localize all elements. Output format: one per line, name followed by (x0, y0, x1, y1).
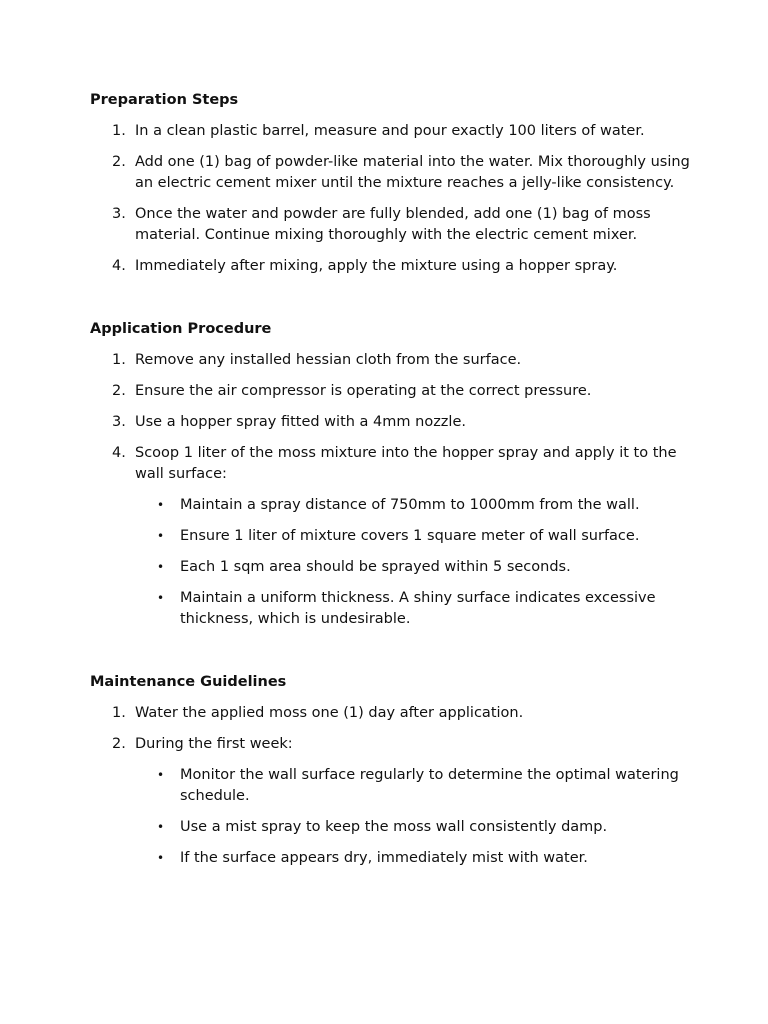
item-number: 3. (112, 414, 126, 430)
bullet-list (135, 495, 690, 630)
numbered-list (90, 350, 690, 630)
item-text: In a clean plastic barrel, measure and pour exactly 100 liters of water. (135, 123, 645, 139)
section-maintenance-guidelines (90, 672, 690, 869)
item-number: 4. (112, 445, 126, 461)
bullet-item (135, 765, 690, 807)
item-text: During the first week: (135, 736, 293, 752)
bullet-icon: • (157, 529, 165, 543)
item-text: Use a hopper spray fitted with a 4mm nozzle. (135, 414, 466, 430)
bullet-icon: • (157, 768, 165, 782)
item-number: 3. (112, 206, 126, 222)
list-item (90, 412, 690, 433)
bullet-icon: • (157, 851, 165, 865)
bullet-text: Maintain a spray distance of 750mm to 1000mm from the wall. (180, 497, 640, 513)
bullet-icon: • (157, 591, 165, 605)
item-number: 1. (112, 123, 126, 139)
section-heading: Preparation Steps (90, 92, 239, 108)
bullet-item (135, 588, 690, 630)
bullet-item (135, 495, 690, 516)
bullet-item (135, 526, 690, 547)
bullet-text: If the surface appears dry, immediately mist with water. (180, 850, 588, 866)
list-item (90, 381, 690, 402)
list-item (90, 121, 690, 142)
document-page (90, 90, 690, 869)
item-number: 2. (112, 383, 126, 399)
item-number: 2. (112, 154, 126, 170)
item-number: 2. (112, 736, 126, 752)
item-text: Scoop 1 liter of the moss mixture into the hopper spray and apply it to the wall surface: (135, 445, 677, 482)
section-heading: Application Procedure (90, 321, 272, 337)
item-number: 1. (112, 352, 126, 368)
section-preparation-steps (90, 90, 690, 277)
list-item (90, 256, 690, 277)
item-text: Remove any installed hessian cloth from the surface. (135, 352, 522, 368)
item-text: Ensure the air compressor is operating at the correct pressure. (135, 383, 592, 399)
section-application-procedure (90, 319, 690, 630)
item-text: Once the water and powder are fully blended, add one (1) bag of moss material. Continue mixing thoroughly with the electric cement mixer. (135, 206, 651, 243)
numbered-list (90, 121, 690, 277)
bullet-list (135, 765, 690, 869)
bullet-item (135, 557, 690, 578)
bullet-text: Ensure 1 liter of mixture covers 1 square meter of wall surface. (180, 528, 640, 544)
section-heading: Maintenance Guidelines (90, 674, 287, 690)
bullet-text: Maintain a uniform thickness. A shiny surface indicates excessive thickness, which is undesirable. (180, 590, 656, 627)
list-item (90, 204, 690, 246)
bullet-icon: • (157, 820, 165, 834)
bullet-icon: • (157, 498, 165, 512)
numbered-list (90, 703, 690, 869)
list-item (90, 350, 690, 371)
item-text: Water the applied moss one (1) day after application. (135, 705, 524, 721)
list-item (90, 443, 690, 630)
list-item (90, 152, 690, 194)
bullet-text: Use a mist spray to keep the moss wall consistently damp. (180, 819, 608, 835)
item-text: Add one (1) bag of powder-like material into the water. Mix thoroughly using an electric cement mixer until the mixture reaches a jelly-like consistency. (135, 154, 690, 191)
bullet-item (135, 848, 690, 869)
list-item (90, 734, 690, 869)
item-text: Immediately after mixing, apply the mixture using a hopper spray. (135, 258, 618, 274)
bullet-item (135, 817, 690, 838)
bullet-text: Monitor the wall surface regularly to determine the optimal watering schedule. (180, 767, 679, 804)
item-number: 1. (112, 705, 126, 721)
item-number: 4. (112, 258, 126, 274)
bullet-text: Each 1 sqm area should be sprayed within 5 seconds. (180, 559, 571, 575)
bullet-icon: • (157, 560, 165, 574)
list-item (90, 703, 690, 724)
